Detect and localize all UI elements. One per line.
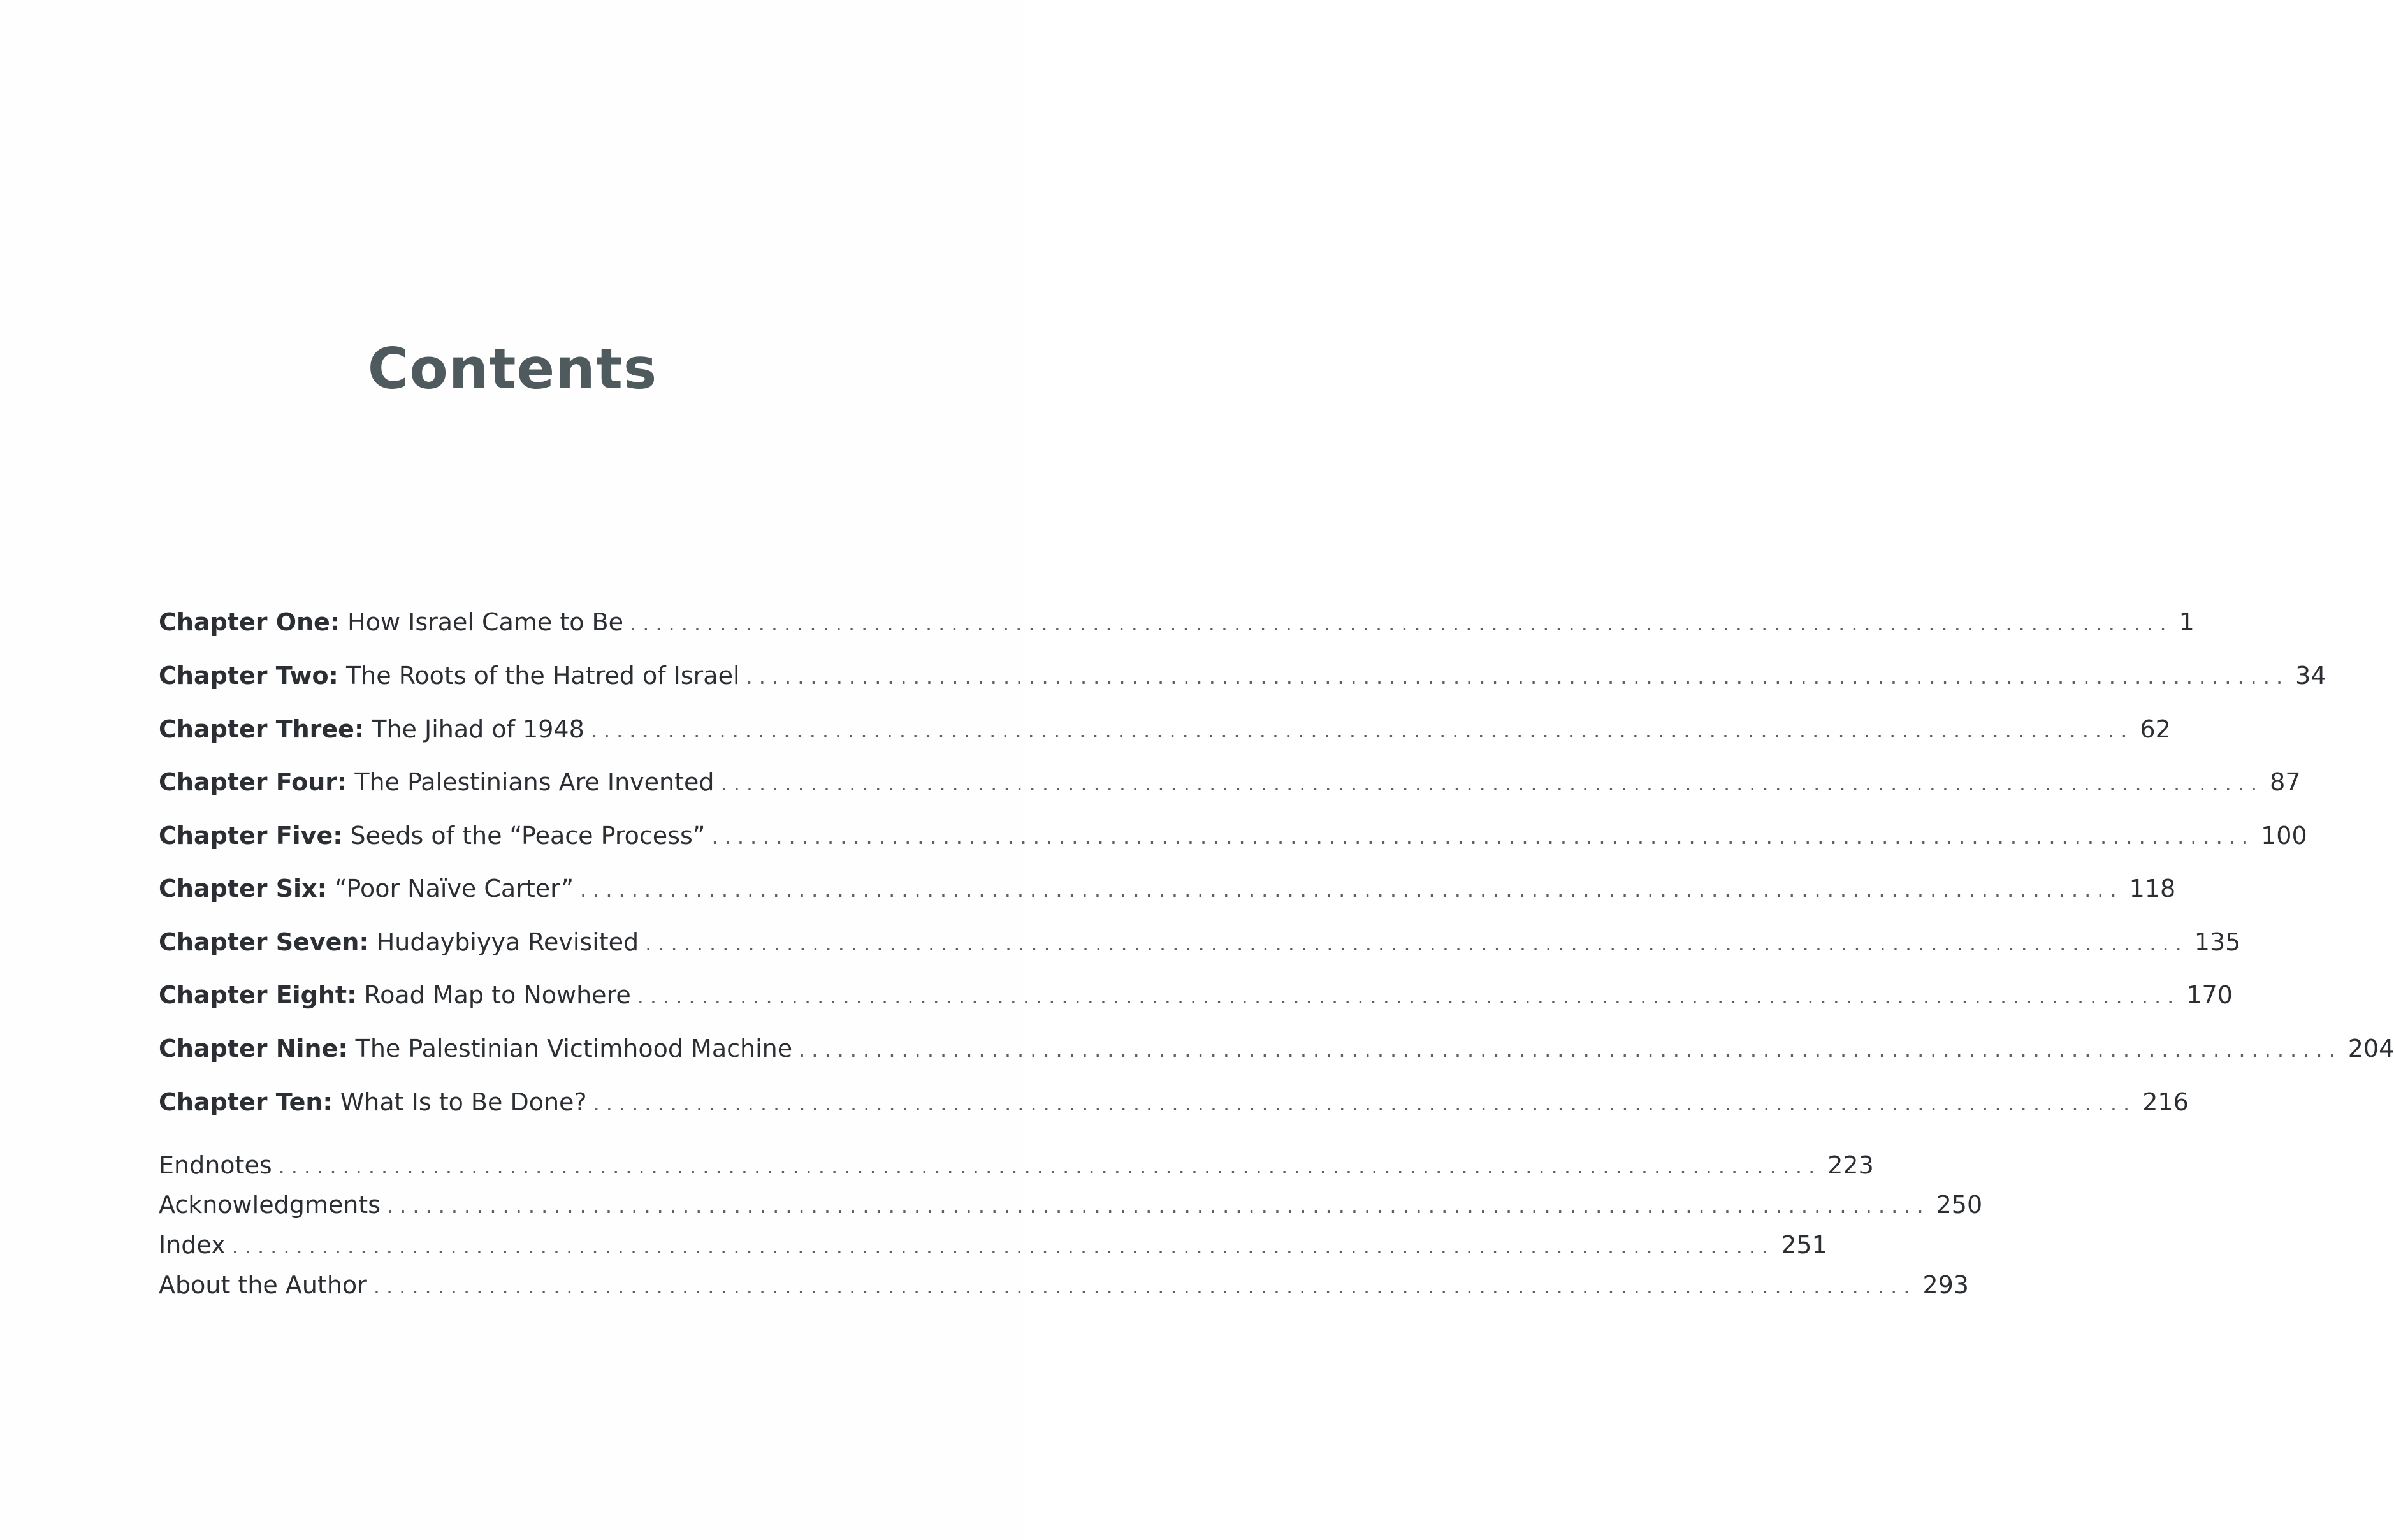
dot-leader: ........................................................................................................................ bbox=[746, 665, 2289, 689]
toc-page-number: 100 bbox=[2261, 822, 2307, 850]
dot-leader: ........................................................................................................................ bbox=[580, 878, 2123, 902]
toc-entry-chapter-five[interactable] bbox=[159, 820, 2307, 852]
toc-page-number: 34 bbox=[2295, 662, 2326, 690]
dot-leader: ........................................................................................................................ bbox=[593, 1091, 2136, 1115]
toc-page-number: 216 bbox=[2142, 1088, 2189, 1116]
toc-entry-acknowledgments[interactable] bbox=[159, 1189, 1983, 1221]
toc-entry-label: Chapter Five: Seeds of the “Peace Process” bbox=[159, 822, 706, 850]
toc-entry-label: Index bbox=[159, 1231, 226, 1259]
toc-entry-chapter-one[interactable] bbox=[159, 607, 2194, 639]
toc-entry-chapter-six[interactable] bbox=[159, 873, 2176, 905]
toc-entry-label: Chapter Ten: What Is to Be Done? bbox=[159, 1088, 587, 1116]
toc-entry-chapter-seven[interactable] bbox=[159, 927, 2241, 959]
toc-page-number: 250 bbox=[1936, 1191, 1983, 1219]
toc-entry-label: Chapter Three: The Jihad of 1948 bbox=[159, 715, 584, 743]
toc-page-number: 251 bbox=[1781, 1231, 1827, 1259]
toc-entry-label: Chapter Eight: Road Map to Nowhere bbox=[159, 981, 631, 1009]
dot-leader: ........................................................................................................................ bbox=[231, 1234, 1775, 1258]
toc-entry-chapter-eight[interactable] bbox=[159, 980, 2233, 1012]
toc-page-number: 223 bbox=[1827, 1151, 1874, 1179]
toc-entry-chapter-nine[interactable] bbox=[159, 1033, 2394, 1065]
dot-leader: ........................................................................................................................ bbox=[630, 611, 2173, 636]
dot-leader: ........................................................................................................................ bbox=[637, 984, 2180, 1008]
toc-page-number: 87 bbox=[2270, 768, 2301, 796]
toc-entry-index[interactable] bbox=[159, 1230, 1827, 1261]
toc-entry-chapter-three[interactable] bbox=[159, 714, 2171, 746]
toc-entry-chapter-two[interactable] bbox=[159, 660, 2326, 692]
toc-page-number: 170 bbox=[2186, 981, 2233, 1009]
dot-leader: ........................................................................................................................ bbox=[387, 1194, 1930, 1218]
toc-page-number: 204 bbox=[2347, 1035, 2394, 1063]
toc-entry-label: Acknowledgments bbox=[159, 1191, 381, 1219]
dot-leader: ........................................................................................................................ bbox=[799, 1038, 2342, 1062]
toc-page-number: 293 bbox=[1922, 1271, 1969, 1299]
toc-entry-label: Chapter Two: The Roots of the Hatred of Israel bbox=[159, 662, 740, 690]
toc-page-number: 118 bbox=[2129, 875, 2176, 903]
toc-entry-label: Chapter Six: “Poor Naïve Carter” bbox=[159, 875, 574, 903]
dot-leader: ........................................................................................................................ bbox=[278, 1154, 1822, 1179]
toc-entry-chapter-four[interactable] bbox=[159, 767, 2301, 799]
toc-entry-label: Endnotes bbox=[159, 1151, 272, 1179]
toc-entry-label: Chapter Seven: Hudaybiyya Revisited bbox=[159, 928, 639, 956]
toc-page-number: 135 bbox=[2194, 928, 2241, 956]
toc-page-number: 1 bbox=[2179, 608, 2194, 636]
dot-leader: ........................................................................................................................ bbox=[720, 771, 2264, 795]
page-title: Contents bbox=[367, 336, 658, 402]
toc-entry-endnotes[interactable] bbox=[159, 1150, 1874, 1182]
dot-leader: ........................................................................................................................ bbox=[373, 1274, 1917, 1298]
toc-entry-label: Chapter Four: The Palestinians Are Invented bbox=[159, 768, 715, 796]
dot-leader: ........................................................................................................................ bbox=[590, 718, 2134, 743]
toc-entry-about-the-author[interactable] bbox=[159, 1270, 1969, 1302]
toc-entry-label: About the Author bbox=[159, 1271, 367, 1299]
toc-entry-chapter-ten[interactable] bbox=[159, 1087, 2189, 1119]
toc-page-number: 62 bbox=[2140, 715, 2171, 743]
dot-leader: ........................................................................................................................ bbox=[645, 931, 2188, 955]
toc-entry-label: Chapter Nine: The Palestinian Victimhood Machine bbox=[159, 1035, 793, 1063]
toc-entry-label: Chapter One: How Israel Came to Be bbox=[159, 608, 624, 636]
dot-leader: ........................................................................................................................ bbox=[711, 825, 2255, 849]
